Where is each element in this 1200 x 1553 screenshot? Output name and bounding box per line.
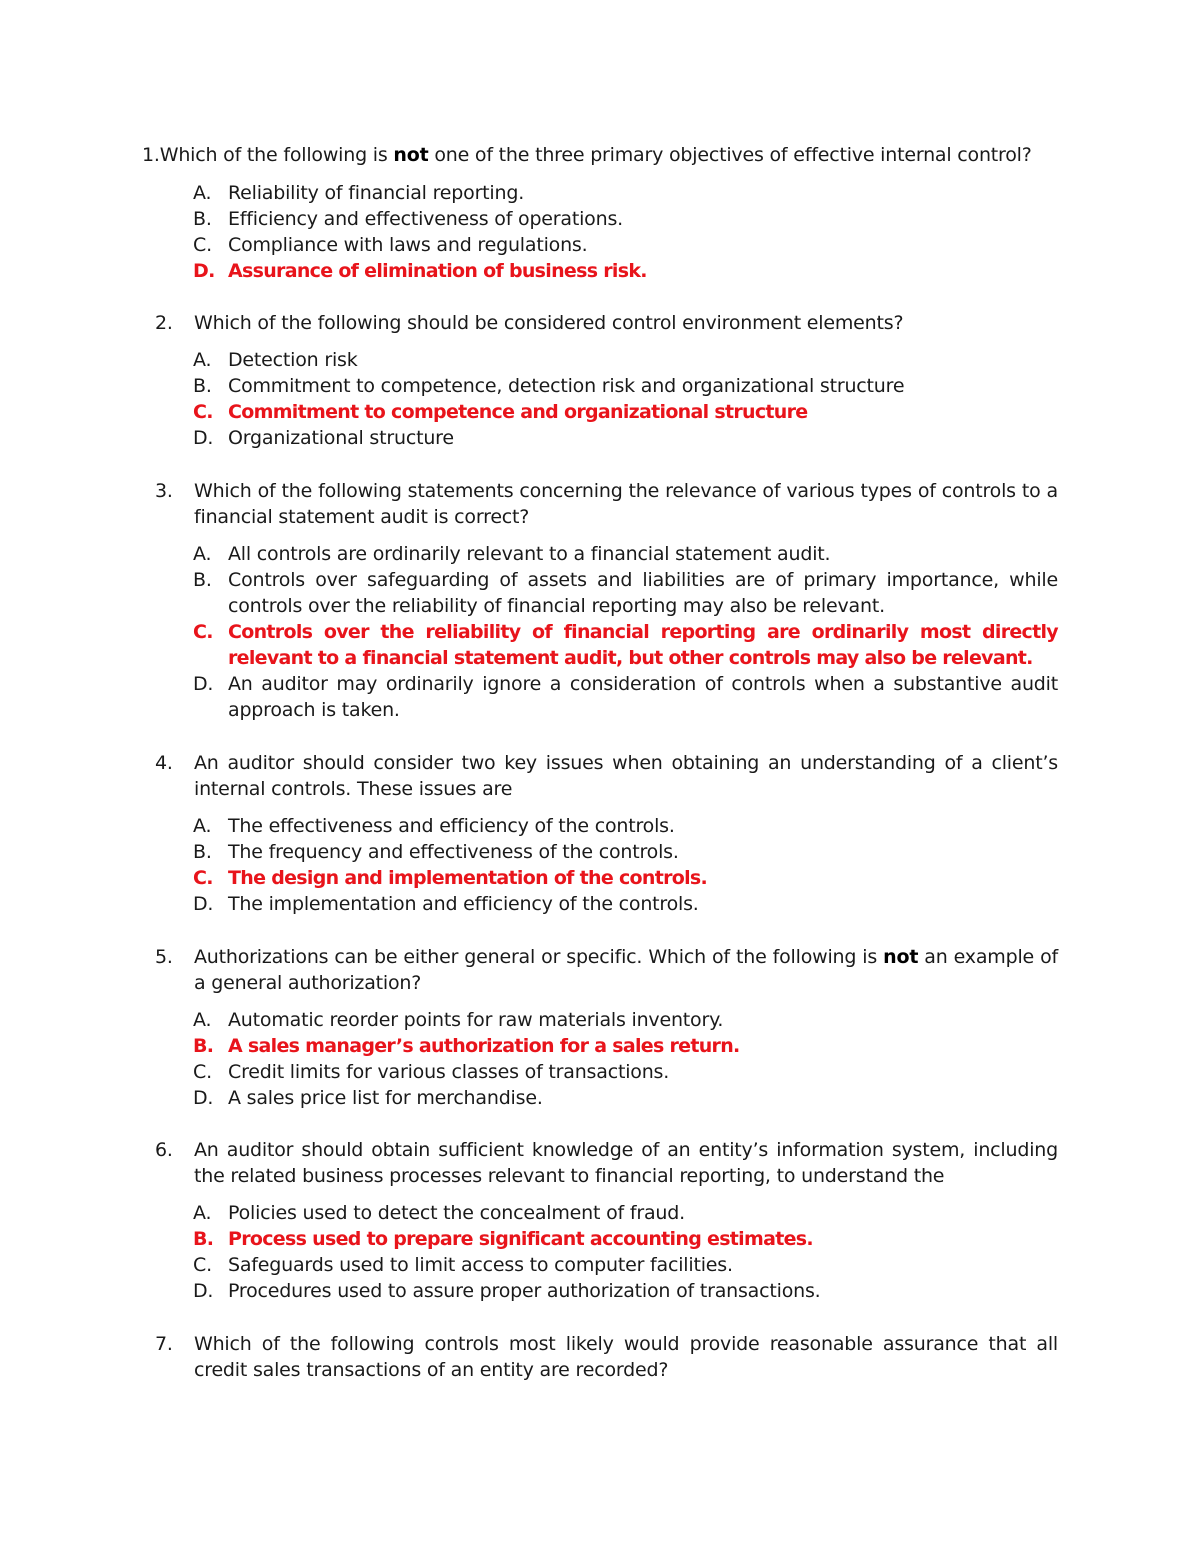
option-a: A. Reliability of financial reporting. (193, 182, 525, 204)
question-number: 4. (155, 752, 173, 774)
question-2 (155, 310, 1058, 451)
option-d: D. The implementation and efficiency of the controls. (193, 893, 699, 915)
question-text: An auditor should obtain sufficient knowledge of an entity’s information system, including the related business processes relevant to financial reporting, to understand the (194, 1139, 1058, 1187)
question-text: Which of the following statements concerning the relevance of various types of controls to a financial statement audit is correct? (194, 480, 1058, 528)
question-5 (155, 944, 1058, 1111)
question-4 (155, 750, 1058, 917)
option-a: A. Policies used to detect the concealment of fraud. (193, 1202, 685, 1224)
option-b-correct: B. A sales manager’s authorization for a sales return. (193, 1035, 740, 1057)
question-text: Which of the following should be considered control environment elements? (194, 312, 904, 334)
question-number: 7. (155, 1333, 173, 1355)
question-text: Which of the following controls most likely would provide reasonable assurance that all credit sales transactions of an entity are recorded? (194, 1333, 1058, 1381)
option-a: A. Automatic reorder points for raw materials inventory. (193, 1009, 724, 1031)
options-list (155, 1007, 1058, 1111)
option-a: A. All controls are ordinarily relevant to a financial statement audit. (193, 543, 831, 565)
option-a: A. Detection risk (193, 349, 358, 371)
option-c-correct: C. The design and implementation of the controls. (193, 867, 708, 889)
question-number: 6. (155, 1139, 173, 1161)
option-b: B. Controls over safeguarding of assets and liabilities are of primary importance, while controls over the reliability of financial reporting may also be relevant. (193, 569, 1058, 617)
question-1 (142, 141, 1072, 284)
question-number: 5. (155, 946, 173, 968)
option-b: B. Efficiency and effectiveness of operations. (193, 208, 623, 230)
option-d: D. A sales price list for merchandise. (193, 1087, 543, 1109)
option-c-correct: C. Commitment to competence and organizational structure (193, 401, 808, 423)
option-c: C. Safeguards used to limit access to computer facilities. (193, 1254, 733, 1276)
emphasis-not: not (393, 144, 429, 166)
option-d-correct: D. Assurance of elimination of business risk. (193, 260, 647, 282)
option-b: B. Commitment to competence, detection risk and organizational structure (193, 375, 905, 397)
question-text: 1.Which of the following is not one of the three primary objectives of effective internal control? (142, 144, 1032, 166)
emphasis-not: not (883, 946, 919, 968)
option-d: D. Organizational structure (193, 427, 454, 449)
question-3 (155, 478, 1058, 723)
option-c-correct: C. Controls over the reliability of financial reporting are ordinarily most directly relevant to a financial statement audit, but other controls may also be relevant. (193, 621, 1058, 669)
options-list (155, 813, 1058, 917)
options-list (142, 180, 1072, 284)
question-number: 3. (155, 480, 173, 502)
question-number: 1. (142, 144, 160, 166)
option-c: C. Compliance with laws and regulations. (193, 234, 588, 256)
option-d: D. Procedures used to assure proper authorization of transactions. (193, 1280, 821, 1302)
option-c: C. Credit limits for various classes of transactions. (193, 1061, 670, 1083)
option-b-correct: B. Process used to prepare significant accounting estimates. (193, 1228, 813, 1250)
option-a: A. The effectiveness and efficiency of the controls. (193, 815, 675, 837)
option-d: D. An auditor may ordinarily ignore a consideration of controls when a substantive audit approach is taken. (193, 673, 1058, 721)
question-6 (155, 1137, 1058, 1304)
options-list (155, 1200, 1058, 1304)
options-list (155, 347, 1058, 451)
options-list (155, 541, 1058, 723)
question-number: 2. (155, 312, 173, 334)
option-b: B. The frequency and effectiveness of the controls. (193, 841, 679, 863)
question-text: Authorizations can be either general or specific. Which of the following is not an example of a general authorization? (194, 946, 1058, 994)
question-text: An auditor should consider two key issues when obtaining an understanding of a client’s internal controls. These issues are (194, 752, 1058, 800)
question-7 (155, 1331, 1058, 1383)
